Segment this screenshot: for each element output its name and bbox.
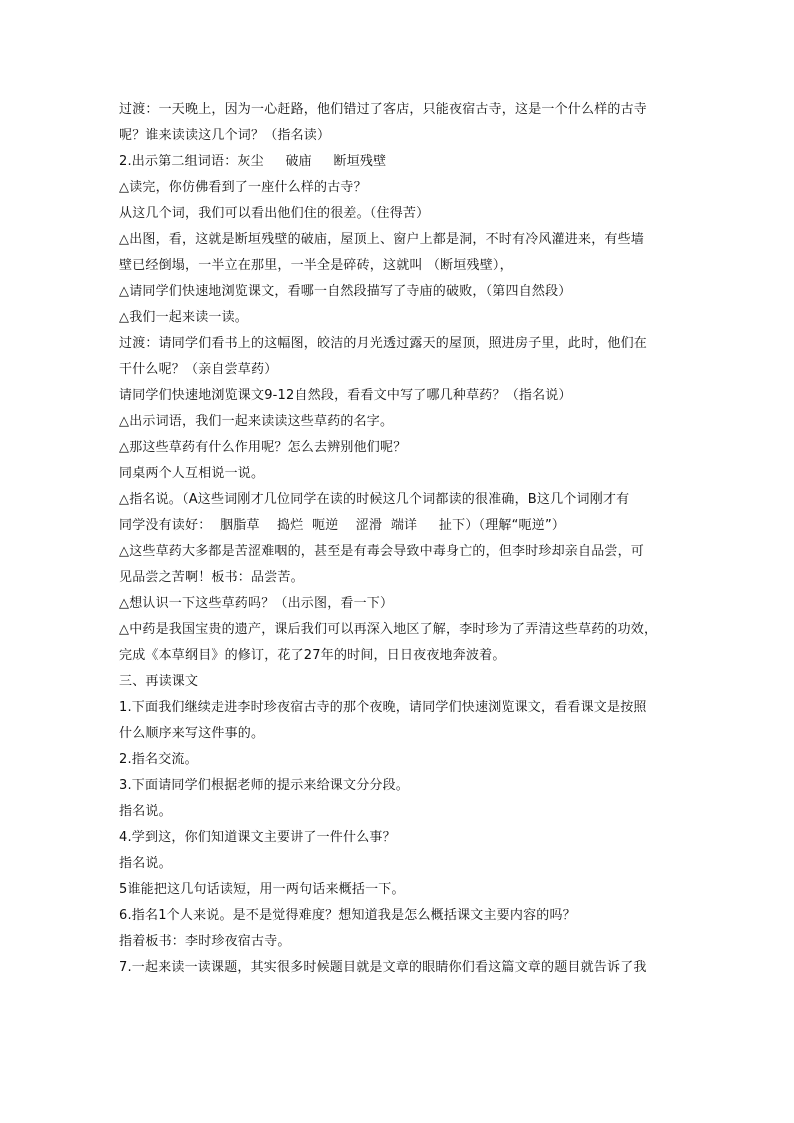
text-line: △出图，看，这就是断垣残壁的破庙，屋顶上、窗户上都是洞，不时有冷风灌进来，有些墙 <box>119 232 644 247</box>
text-line: △我们一起来读一读。 <box>119 310 248 325</box>
text-line: 过渡：一天晚上，因为一心赶路，他们错过了客店，只能夜宿古寺，这是一个什么样的古寺 <box>119 102 648 117</box>
text-line: 壁已经倒塌，一半立在那里，一半全是碎砖，这就叫 （断垣残壁）， <box>119 258 513 273</box>
text-line: 同学没有读好： 胭脂草 捣烂 呃逆 涩滑 端详 扯下）（理解“呃逆”） <box>119 518 566 533</box>
text-line: 3.下面请同学们根据老师的提示来给课文分分段。 <box>119 778 410 793</box>
document-body <box>119 97 679 981</box>
text-line: 请同学们快速地浏览课文9-12自然段，看看文中写了哪几种草药？（指名说） <box>119 388 572 403</box>
text-line: △那这些草药有什么作用呢？怎么去辨别他们呢？ <box>119 440 407 455</box>
text-line: △出示词语，我们一起来读读这些草药的名字。 <box>119 414 394 429</box>
text-line: 指名说。 <box>119 856 172 871</box>
text-line: 从这几个词，我们可以看出他们住的很差。（住得苦） <box>119 206 430 221</box>
text-line: 干什么呢？（亲自尝草药） <box>119 362 278 377</box>
text-line: 4.学到这，你们知道课文主要讲了一件什么事？ <box>119 830 396 845</box>
text-line: 呢？谁来读读这几个词？（指名读） <box>119 128 331 143</box>
text-line: 见品尝之苦啊！板书：品尝苦。 <box>119 570 304 585</box>
text-line: 1.下面我们继续走进李时珍夜宿古寺的那个夜晚，请同学们快速浏览课文，看看课文是按照 <box>119 700 647 715</box>
text-line: 指名说。 <box>119 804 172 819</box>
text-line: △请同学们快速地浏览课文，看哪一自然段描写了寺庙的破败，（第四自然段） <box>119 284 572 299</box>
text-line: 同桌两个人互相说一说。 <box>119 466 265 481</box>
section-heading: 三、再读课文 <box>119 674 199 689</box>
text-line: 指着板书：李时珍夜宿古寺。 <box>119 934 291 949</box>
text-line: 什么顺序来写这件事的。 <box>119 726 265 741</box>
text-line: 7.一起来读一读课题，其实很多时候题目就是文章的眼睛你们看这篇文章的题目就告诉了我 <box>119 960 647 975</box>
text-line: 5谁能把这几句话读短，用一两句话来概括一下。 <box>119 882 405 897</box>
text-line: 完成《本草纲目》的修订，花了27年的时间，日日夜夜地奔波着。 <box>119 648 506 663</box>
text-line: △中药是我国宝贵的遗产，课后我们可以再深入地区了解，李时珍为了弄清这些草药的功效， <box>119 622 658 637</box>
text-line: △想认识一下这些草药吗？（出示图，看一下） <box>119 596 394 611</box>
text-line: 6.指名1个人来说。是不是觉得难度？想知道我是怎么概括课文主要内容的吗？ <box>119 908 576 923</box>
text-line: 过渡：请同学们看书上的这幅图，皎洁的月光透过露天的屋顶，照进房子里，此时，他们在 <box>119 336 648 351</box>
text-line: △读完，你仿佛看到了一座什么样的古寺？ <box>119 180 367 195</box>
text-line: 2.指名交流。 <box>119 752 198 767</box>
text-line: 2.出示第二组词语：灰尘 破庙 断垣残壁 <box>119 154 387 169</box>
text-line: △指名说。（A这些词刚才几位同学在读的时候这几个词都读的很准确，B这几个词刚才有 <box>119 492 630 507</box>
text-line: △这些草药大多都是苦涩难咽的，甚至是有毒会导致中毒身亡的，但李时珍却亲自品尝，可 <box>119 544 644 559</box>
